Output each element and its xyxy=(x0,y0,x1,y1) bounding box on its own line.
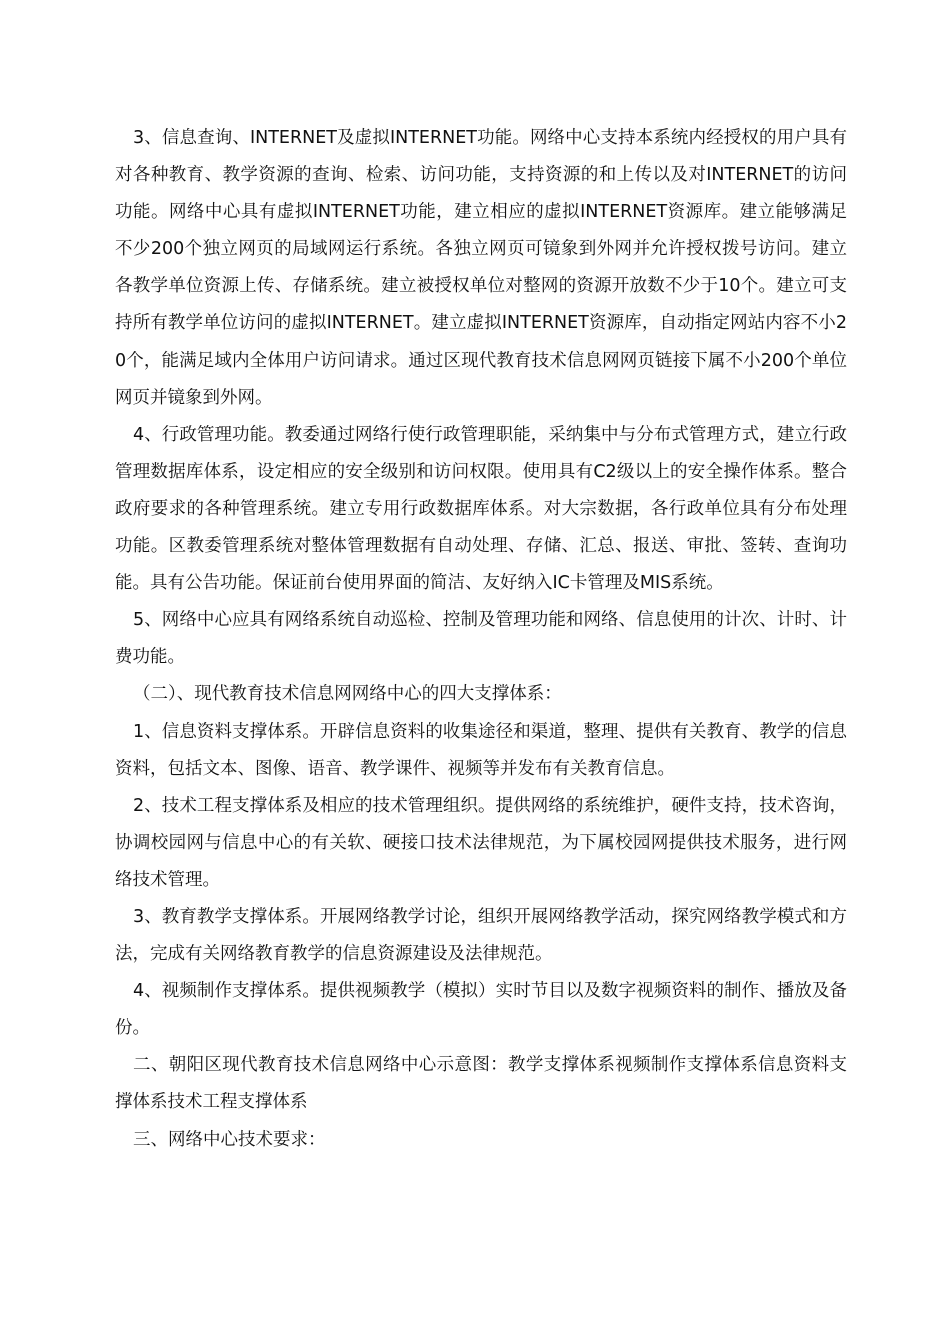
section-heading-diagram: 二、朝阳区现代教育技术信息网络中心示意图：教学支撑体系视频制作支撑体系信息资料支撑体系技术工程支撑体系 xyxy=(115,1055,847,1113)
paragraph-network-monitoring: 5、网络中心应具有网络系统自动巡检、控制及管理功能和网络、信息使用的计次、计时、计费功能。 xyxy=(115,610,847,668)
paragraph-video-support: 4、视频制作支撑体系。提供视频教学（模拟）实时节目以及数字视频资料的制作、播放及备份。 xyxy=(115,981,847,1039)
paragraph-tech-support: 2、技术工程支撑体系及相应的技术管理组织。提供网络的系统维护，硬件支持，技术咨询，协调校园网与信息中心的有关软、硬接口技术法律规范，为下属校园网提供技术服务，进行网络技术管理。 xyxy=(115,795,847,890)
paragraph-info-support: 1、信息资料支撑体系。开辟信息资料的收集途径和渠道，整理、提供有关教育、教学的信息资料，包括文本、图像、语音、教学课件、视频等并发布有关教育信息。 xyxy=(115,721,847,779)
section-heading-tech-requirements: 三、网络中心技术要求： xyxy=(133,1129,326,1150)
paragraph-info-query: 3、信息查询、INTERNET及虚拟INTERNET功能。网络中心支持本系统内经授权的用户具有对各种教育、教学资源的查询、检索、访问功能，支持资源的和上传以及对INTERNET的访问功能。网络中心具有虚拟INTERNET功能，建立相应的虚拟INTERNET资源库。建立能够满足不少200个独立网页的局域网运行系统。各独立网页可镜象到外网并允许授权拨号访问。建立各教学单位资源上传、存储系统。建立被授权单位对整网的资源开放数不少于10个。建立可支持所有教学单位访问的虚拟INTERNET。建立虚拟INTERNET资源库，自动指定网站内容不小20个，能满足域内全体用户访问请求。通过区现代教育技术信息网网页链接下属不小200个单位网页并镜象到外网。 xyxy=(115,128,847,408)
paragraph-teaching-support: 3、教育教学支撑体系。开展网络教学讨论，组织开展网络教学活动，探究网络教学模式和方法，完成有关网络教育教学的信息资源建设及法律规范。 xyxy=(115,906,847,965)
document-body xyxy=(115,120,847,1159)
paragraph-admin-management: 4、行政管理功能。教委通过网络行使行政管理职能，采纳集中与分布式管理方式，建立行政管理数据库体系，设定相应的安全级别和访问权限。使用具有C2级以上的安全操作体系。整合政府要求的各种管理系统。建立专用行政数据库体系。对大宗数据，各行政单位具有分布处理功能。区教委管理系统对整体管理数据有自动处理、存储、汇总、报送、审批、签转、查询功能。具有公告功能。保证前台使用界面的简洁、友好纳入IC卡管理及MIS系统。 xyxy=(115,424,847,594)
section-heading-support-systems: （二）、现代教育技术信息网网络中心的四大支撑体系： xyxy=(133,684,562,705)
